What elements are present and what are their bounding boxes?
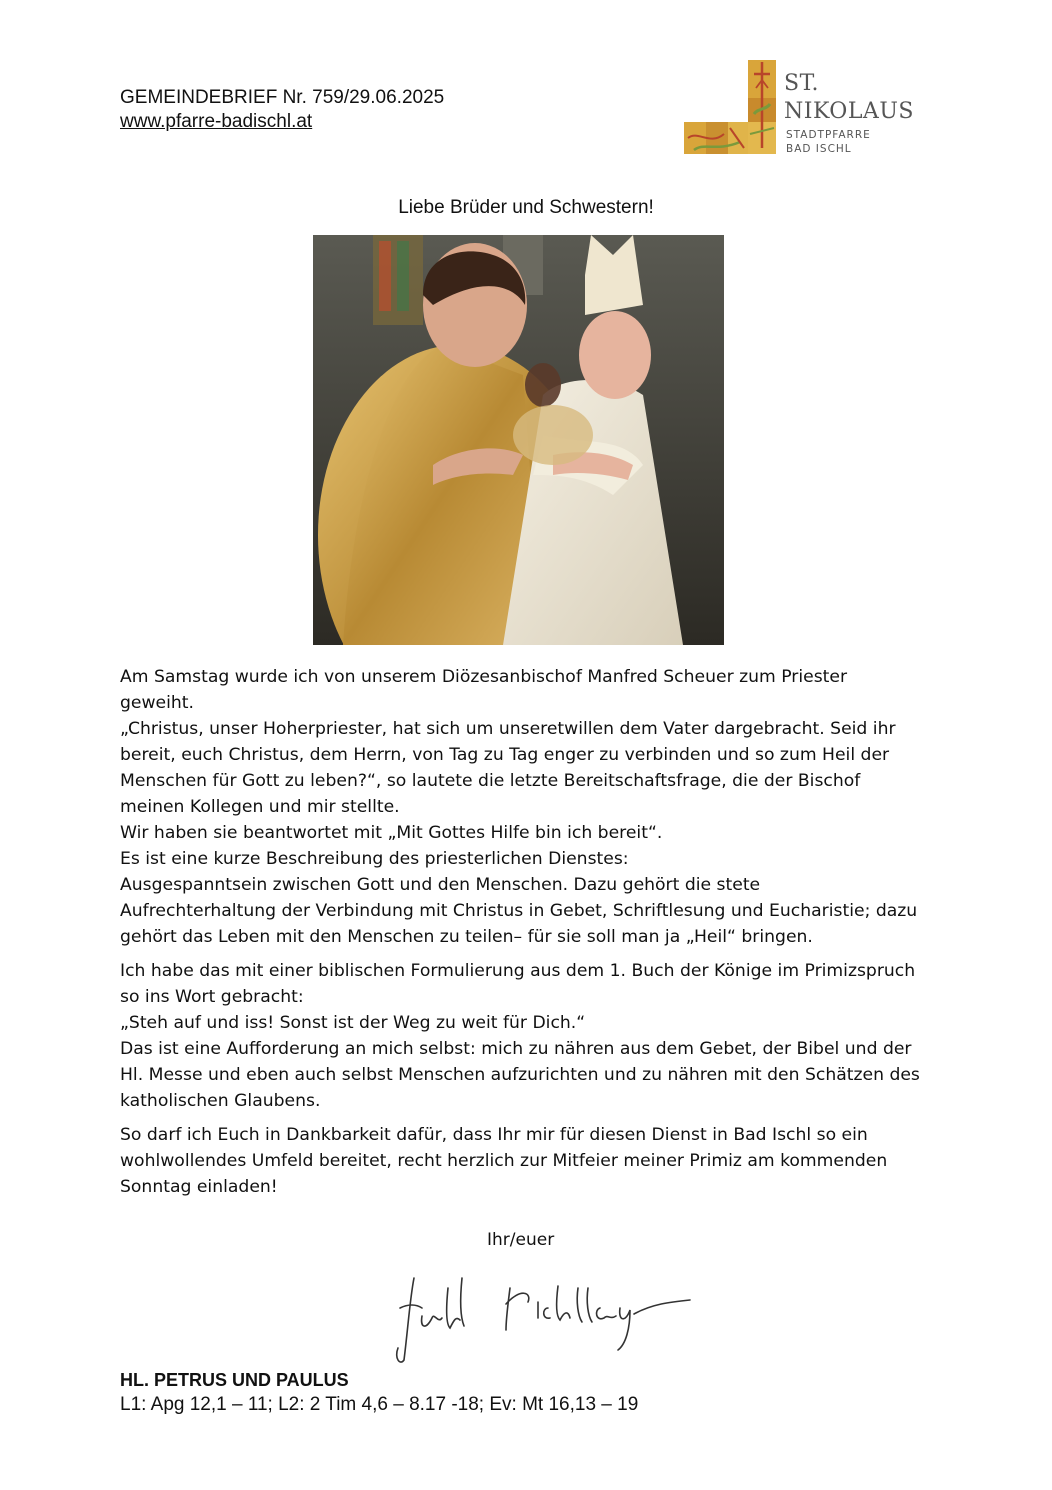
text-line: Menschen für Gott zu leben?“, so lautete die letzte Bereitschaftsfrage, die der Bischof xyxy=(120,771,861,791)
text-line: Das ist eine Aufforderung an mich selbst: mich zu nähren aus dem Gebet, der Bibel und der xyxy=(120,1039,912,1059)
text-line: Am Samstag wurde ich von unserem Diözesanbischof Manfred Scheuer zum Priester xyxy=(120,667,848,687)
text-line: „Steh auf und iss! Sonst ist der Weg zu weit für Dich.“ xyxy=(120,1013,586,1033)
text-line: meinen Kollegen und mir stellte. xyxy=(120,797,400,817)
logo-sub1: STADTPFARRE xyxy=(786,129,871,141)
text-line: Es ist eine kurze Beschreibung des priesterlichen Dienstes: xyxy=(120,849,629,869)
text-line: „Christus, unser Hoherpriester, hat sich um unseretwillen dem Vater dargebracht. Seid ihr xyxy=(120,719,896,739)
text-line: bereit, euch Christus, dem Herrn, von Tag zu Tag enger zu verbinden und so zum Heil der xyxy=(120,745,890,765)
logo-line2: NIKOLAUS xyxy=(784,99,914,124)
text-line: Ich habe das mit einer biblischen Formulierung aus dem 1. Buch der Könige im Primizspruch xyxy=(120,961,916,981)
logo-line1: ST. xyxy=(784,71,820,96)
logo-subtitle xyxy=(786,128,871,156)
handwritten-signature-icon xyxy=(390,1268,700,1368)
text-line: so ins Wort gebracht: xyxy=(120,987,304,1007)
feast-readings: L1: Apg 12,1 – 11; L2: 2 Tim 4,6 – 8.17 -18; Ev: Mt 16,13 – 19 xyxy=(120,1394,639,1415)
paragraph-3 xyxy=(120,1122,940,1200)
feast-title: HL. PETRUS UND PAULUS xyxy=(120,1370,349,1390)
logo-sub2: BAD ISCHL xyxy=(786,143,852,155)
text-line: katholischen Glaubens. xyxy=(120,1091,321,1111)
text-line: So darf ich Euch in Dankbarkeit dafür, dass Ihr mir für diesen Dienst in Bad Ischl so ein xyxy=(120,1125,868,1145)
paragraph-1 xyxy=(120,664,940,950)
text-line: Aufrechterhaltung der Verbindung mit Christus in Gebet, Schriftlesung und Eucharistie; dazu xyxy=(120,901,918,921)
text-line: gehört das Leben mit den Menschen zu teilen– für sie soll man ja „Heil“ bringen. xyxy=(120,927,813,947)
bulletin-header xyxy=(120,86,444,134)
letter-body xyxy=(120,664,940,1208)
greeting: Liebe Brüder und Schwestern! xyxy=(398,197,654,218)
text-line: Ausgespanntsein zwischen Gott und den Menschen. Dazu gehört die stete xyxy=(120,875,761,895)
text-line: wohlwollendes Umfeld bereitet, recht herzlich zur Mitfeier meiner Primiz am kommenden xyxy=(120,1151,888,1171)
logo-wordmark xyxy=(784,70,914,126)
paragraph-2 xyxy=(120,958,940,1114)
closing-salutation: Ihr/euer xyxy=(487,1230,555,1250)
text-line: Sonntag einladen! xyxy=(120,1177,278,1197)
ordination-photo-icon xyxy=(313,235,724,645)
text-line: Wir haben sie beantwortet mit „Mit Gottes Hilfe bin ich bereit“. xyxy=(120,823,663,843)
text-line: geweiht. xyxy=(120,693,194,713)
bulletin-number: GEMEINDEBRIEF Nr. 759/29.06.2025 xyxy=(120,87,445,108)
text-line: Hl. Messe und eben auch selbst Menschen aufzurichten und zu nähren mit den Schätzen des xyxy=(120,1065,920,1085)
website-link[interactable]: www.pfarre-badischl.at xyxy=(120,111,313,132)
